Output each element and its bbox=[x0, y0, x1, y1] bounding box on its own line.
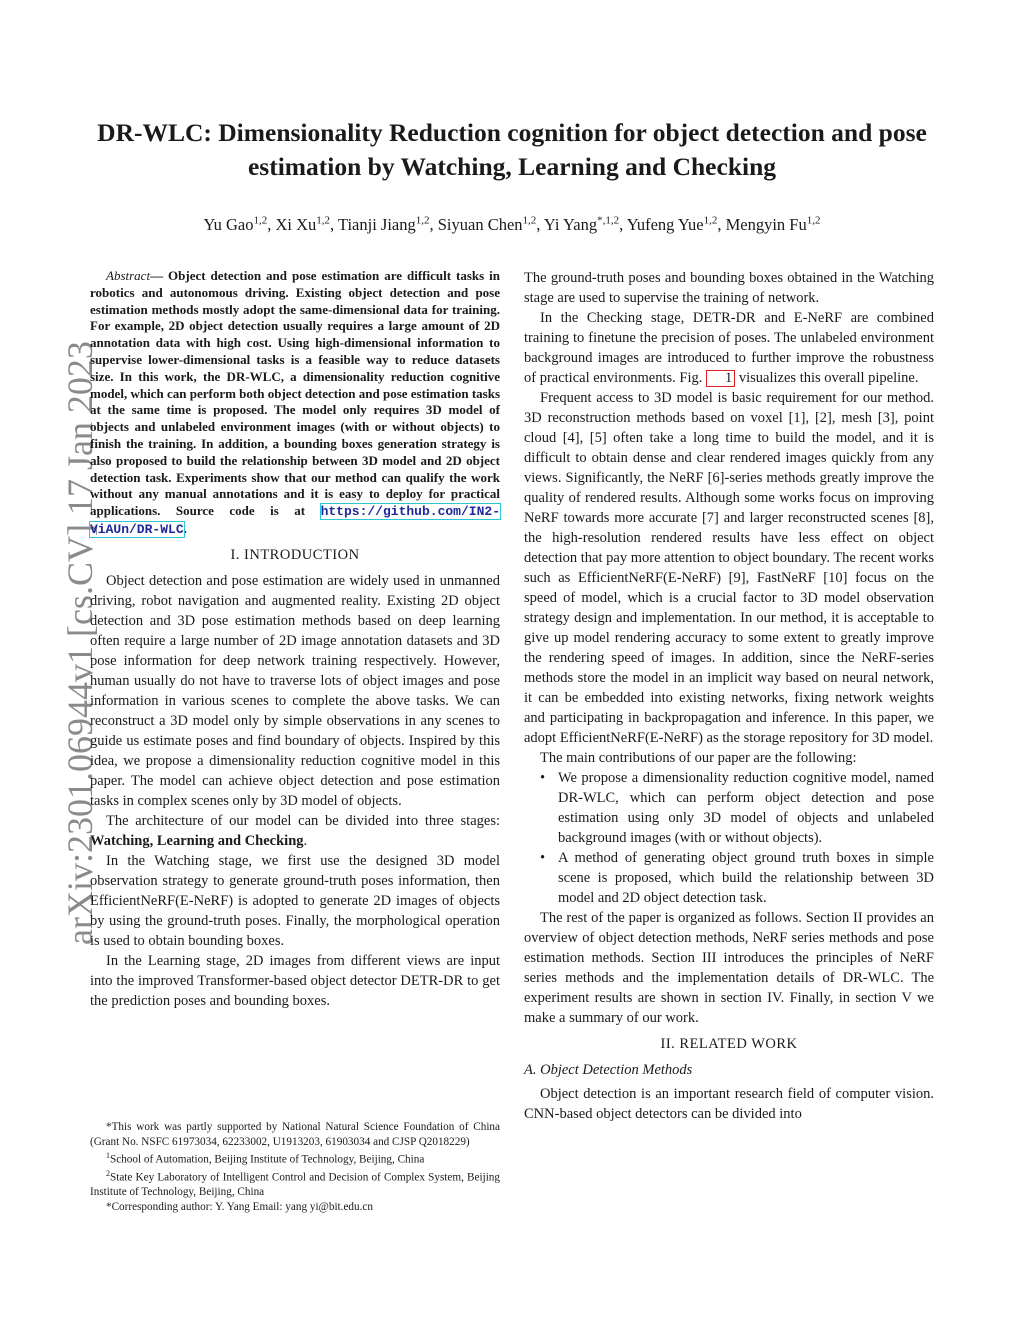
section-heading-related-work: II. RELATED WORK bbox=[660, 1036, 798, 1052]
paragraph: The ground-truth poses and bounding boxes obtained in the Watching stage are used to supervise the training of network. bbox=[524, 270, 934, 306]
footnotes bbox=[90, 1120, 500, 1214]
subsection-heading: A. Object Detection Methods bbox=[524, 1062, 693, 1078]
paragraph: The architecture of our model can be divided into three stages: Watching, Learning and Checking. bbox=[90, 812, 500, 849]
list-item: • A method of generating object ground truth boxes in simple scene is proposed, which build the relationship between 3D model and 2D object detection task. bbox=[558, 848, 934, 908]
list-item: • We propose a dimensionality reduction cognitive model, named DR-WLC, which can perform object detection and pose estimation using only 3D model of objects and unlabeled background images (with or without objects). bbox=[558, 768, 934, 848]
figure-reference-link[interactable]: 1 bbox=[706, 370, 735, 387]
abstract-label: Abstract bbox=[106, 268, 151, 283]
right-column bbox=[524, 268, 934, 1124]
footnote-corresponding: *Corresponding author: Y. Yang Email: yang yi@bit.edu.cn bbox=[106, 1200, 373, 1213]
author: Yufeng Yue$^{1,2}$, bbox=[626, 214, 726, 234]
author: Yu Gao$^{1,2}$, bbox=[203, 214, 276, 234]
author: Yi Yang$^{*,1,2}$, bbox=[543, 214, 627, 234]
author: Xi Xu$^{1,2}$, bbox=[275, 214, 338, 234]
section-heading-introduction: I. INTRODUCTION bbox=[230, 546, 360, 563]
paragraph: In the Learning stage, 2D images from different views are input into the improved Transformer-based object detector DETR-DR to get the prediction poses and bounding boxes. bbox=[90, 952, 500, 1009]
paragraph: The main contributions of our paper are the following: bbox=[540, 750, 857, 766]
paragraph: Object detection is an important research field of computer vision. CNN-based object detectors can be divided into bbox=[524, 1086, 934, 1122]
paragraph: Frequent access to 3D model is basic requirement for our method. 3D reconstruction methods based on voxel [1], [2], mesh [3], point cloud [4], [5] often take a long time to build the model, and it is difficult to obtain dense and clear rendered images quickly from any views. Significantly, the NeRF [6]-series methods greatly improve the quality of rendered results. Although some works focus on improving NeRF towards more accurate [7] and larger reconstructed scenes [8], the high-resolution rendered results have less effect on object detection that pay more attention to object boundary. The recent works such as EfficientNeRF(E-NeRF) [9], FastNeRF [10] focus on the speed of model, which is a crucial factor to 3D model observation strategy design and implementation. In our method, it is acceptable to give up model rendering accuracy to some extent to greatly improve the rendering speed of images. In addition, since the NeRF-series methods store the model in an implicit way based on neural network, it can be embedded into existing networks, fixing network weights and participating in backpropagation and inference. In this paper, we adopt EfficientNeRF(E-NeRF) as the storage repository for 3D model. bbox=[524, 390, 934, 746]
footnote-funding: *This work was partly supported by National Natural Science Foundation of China (Grant No. NSFC 61973034, 62233002, U1913203, 61903034 and CJSP Q2018229) bbox=[90, 1121, 500, 1148]
author: Tianji Jiang$^{1,2}$, bbox=[337, 214, 438, 234]
paragraph: In the Checking stage, DETR-DR and E-NeRF are combined training to finetune the precision of poses. The unlabeled environment background images are introduced to further improve the robustness of practical environments. Fig. 1 visualizes this overall pipeline. bbox=[524, 310, 934, 386]
author: Siyuan Chen$^{1,2}$, bbox=[437, 214, 544, 234]
contribution-list bbox=[524, 768, 934, 908]
paragraph: Object detection and pose estimation are widely used in unmanned driving, robot navigation and augmented reality. Existing 2D object detection and 3D pose estimation methods based on deep learning often require a large number of 2D image annotation datasets and 3D pose information for deep network training respectively. However, human usually do not have to traverse lots of object images and pose information in various scenes to complete the above tasks. We can reconstruct a 3D model only by simple observations in any scenes to guide us estimate poses and find boundary of objects. Inspired by this idea, we propose a dimensionality reduction cognitive model in this paper. The model can achieve object detection and pose estimation tasks in complex scenes only by 3D model of objects. bbox=[90, 572, 500, 809]
footnote-affiliation-1: $^1$School of Automation, Beijing Institute of Technology, Beijing, China bbox=[106, 1151, 425, 1166]
arxiv-watermark: arXiv:2301.06944v1 [cs.CV] 17 Jan 2023 bbox=[60, 341, 100, 945]
abstract: Abstract— Object detection and pose estimation are difficult tasks in robotics and autonomous driving. Existing object detection and pose estimation methods mostly adopt the same-dimensional data for training. For example, 2D object detection usually requires a large amount of 2D annotation data with high cost. Using high-dimensional information to supervise lower-dimensional tasks is a feasible way to reduce datasets size. In this work, the DR-WLC, a dimensionality reduction cognitive model, which can perform both object detection and pose estimation tasks at the same time is proposed. The model only requires 3D model of objects and unlabeled environment images (with or without objects) to finish the training. In addition, a bounding boxes generation strategy is also proposed to build the relationship between 3D model and 2D object detection task. Experiments show that our method can qualify the work without any manual annotations and it is easy to deploy for practical applications. Source code is at https://github.com/IN2-ViAUn/DR-WLC. bbox=[90, 268, 500, 537]
author-list bbox=[60, 209, 964, 236]
author: Mengyin Fu$^{1,2}$ bbox=[725, 214, 821, 234]
paper-title: DR-WLC: Dimensionality Reduction cognition for object detection and pose estimation by Watching, Learning and Checking bbox=[97, 118, 927, 181]
footnote-affiliation-2: $^2$State Key Laboratory of Intelligent Control and Decision of Complex System, Beijing Institute of Technology, Beijing, China bbox=[90, 1169, 500, 1199]
source-code-link[interactable]: https://github.com/IN2-ViAUn/DR-WLC bbox=[90, 504, 500, 537]
left-column bbox=[90, 268, 500, 1011]
paragraph: The rest of the paper is organized as follows. Section II provides an overview of object detection methods, NeRF series methods and pose estimation methods. Section III introduces the principles of NeRF series methods and the implementation details of DR-WLC. The experiment results are shown in section IV. Finally, in section V we make a summary of our work. bbox=[524, 910, 934, 1026]
paragraph: In the Watching stage, we first use the designed 3D model observation strategy to generate ground-truth poses information, then EfficientNeRF(E-NeRF) is adopted to generate 2D images of objects by using the ground-truth poses. Finally, the morphological operation is used to obtain bounding boxes. bbox=[90, 852, 500, 949]
